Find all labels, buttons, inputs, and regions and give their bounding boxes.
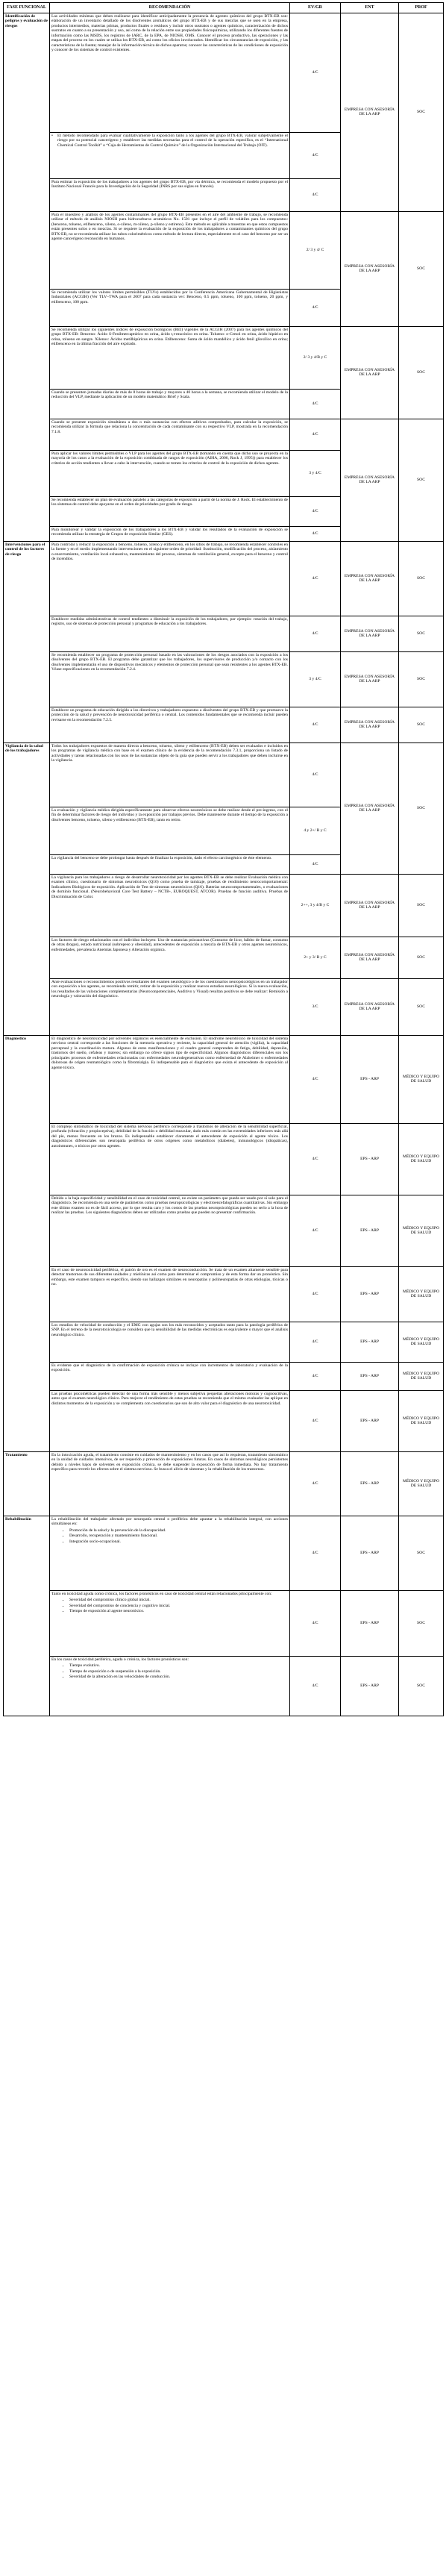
phase-identificacion: Identificación de peligros y evaluación de riesgos bbox=[4, 13, 50, 541]
table-row bbox=[4, 13, 444, 132]
recommendation-text: Para controlar y reducir la exposición a benceno, tolueno, xileno y etilbenceno, en los sitios de trabajo, se recomienda establecer controles en la fuente y en el medio implementando intervenciones en el siguiente orden de prioridad: Sustitución, modificación del proceso, aislamiento o encerramiento, ventilación local exhaustiva, mantenimiento del proceso, sistemas de ventilación general, excepto para el benceno y control de incendios. bbox=[50, 541, 290, 616]
table-row bbox=[4, 978, 444, 1035]
entity-eps-arp: EPS - ARP bbox=[341, 1590, 399, 1656]
evidence-grade: 4/C bbox=[290, 289, 341, 326]
recommendation-text: El complejo sintomático de toxicidad del sistema nervioso periférico corresponde a trastornos de alteración de la sensibilidad superficial, profunda (vibración y propioceptiva), debilidad de la función o debilidad muscular, dado más común en las extremidades inferiores más allá del pie, menos frecuente en los brazos. Es indispensable establecer claramente el antecedente de exposición al agente tóxico. Los diagnósticos diferenciales son neuropatía periférica de otros orígenes como metabólicos (diabetes), inmunológicos (idiopáticas), autoinmunes, o tóxicos por otros agentes. bbox=[50, 1123, 290, 1195]
evidence-grade: 4/C bbox=[290, 496, 341, 526]
prof-medico: MÉDICO Y EQUIPO DE SALUD bbox=[399, 1451, 444, 1516]
evidence-grade: 4/C bbox=[290, 1451, 341, 1516]
entity-empresa-arp: EMPRESA CON ASESORÍA DE LA ARP bbox=[341, 419, 399, 541]
prof-medico: MÉDICO Y EQUIPO DE SALUD bbox=[399, 1266, 444, 1322]
entity-empresa-arp: EMPRESA CON ASESORÍA DE LA ARP bbox=[341, 211, 399, 326]
prof-soc: SOC bbox=[399, 874, 444, 937]
prof-soc: SOC bbox=[399, 211, 444, 326]
entity-empresa-arp: EMPRESA CON ASESORÍA DE LA ARP bbox=[341, 978, 399, 1035]
entity-eps-arp: EPS - ARP bbox=[341, 1123, 399, 1195]
header-recomendacion: RECOMENDACIÓN bbox=[50, 3, 290, 13]
recommendation-text: • El método recomendado para evaluar cualitativamente la exposición tanto a los agentes del grupo BTX-EB, valorar subjetivamente el riesgo por su potencial cancerígeno y establecer las medidas necesarias para el control de la operación específica, es el “International Chemical Control Toolkit” o “Caja de Herramientas de Control Químico” de la Organización Internacional del Trabajo (OIT). bbox=[50, 132, 290, 178]
recommendation-text: Para monitorear y validar la exposición de los trabajadores a los BTX-EB y validar los resultados de la evaluación de exposición se recomienda utilizar la estrategia de Grupos de exposición Similar (GES). bbox=[50, 526, 290, 541]
recommendation-text: Cuando se presenten jornadas diarias de más de 8 horas de trabajo y mayores a 40 horas a la semana, se recomienda utilizar el modelo de la reducción del VLP, mediante la aplicación de un modelo matemático Brief y Scala. bbox=[50, 389, 290, 419]
list-item: • Tiempo de exposición al agente neurotóxico. bbox=[69, 1609, 288, 1613]
list-item: • Integración socio-ocupacional. bbox=[69, 1539, 288, 1544]
prof-soc: SOC bbox=[399, 541, 444, 616]
evidence-grade: 4/C bbox=[290, 419, 341, 450]
table-row bbox=[4, 743, 444, 807]
header-fase: FASE FUNCIONAL bbox=[4, 3, 50, 13]
recommendation-text: Debido a la baja especificidad y sensibilidad en el caso de toxicidad central, no existe un parámetro que pueda ser usado por sí solo para el diagnóstico. Se recomienda en una serie de parámetros como pruebas neuropsicológicas y electroencefalográficas cuantitativas. Sin embargo este último examen no es de fácil acceso, por lo que resulta caro y los costos de las pruebas neuropsicológicas pueden no serlo a la hora de realizar las pruebas. Los siguientes diagnósticos deben ser utilizados como pruebas que pueden no presentar confirmación. bbox=[50, 1195, 290, 1266]
recommendation-text: Establecer un programa de educación dirigido a los directivos y trabajadores expuestos a disolventes del grupo BTX-EB y que promueve la protección de la salud y prevención de neurotoxicidad periférica o central. Los contenidos fundamentales que se recomienda incluir pueden revisarse en la recomendación 7.2.5. bbox=[50, 707, 290, 743]
evidence-grade: 4/C bbox=[290, 1123, 341, 1195]
entity-empresa-arp: EMPRESA CON ASESORÍA DE LA ARP bbox=[341, 707, 399, 743]
evidence-grade: 4/C bbox=[290, 707, 341, 743]
table-row bbox=[4, 326, 444, 389]
evidence-grade: 4/C bbox=[290, 1322, 341, 1362]
recommendation-text: Se recomienda establecer un plan de evaluación paralelo a las categorías de exposición a partir de la norma de J. Rock. El establecimiento de los sistemas de control debe apoyarse en el orden de prioridades por grado de riesgo. bbox=[50, 496, 290, 526]
recommendation-text: Las actividades mínimas que deben realizarse para identificar anticipadamente la presencia de agentes químicos del grupo BTX-EB son: elaboración de un inventario detallado de los disolventes aromáticos del grupo BTX-EB y de sus mezclas que se usen en la empresa, productos intermedios, materias primas, productos finales o residuos y incluir otros sustratos o agentes químicos, caracterización de dichos sustratos en cuanto a su presentación y uso, así como de la relación entre sus propiedades fisicoquímicas, utilizando los diferentes fuentes de información como las MSDS, los registros de IARC, de la EPA, de NIOSH, OMS. Conocer el proceso productivo, las operaciones y las etapas del proceso en los cuales se utiliza los BTX-EB, así como los oficios involucrados. Identificar los circunstancias de exposición, y las características de la fuente; manejar de la información técnica de dichos aparatos; conocer las características de las condiciones de exposición y conocer de los sistemas de control existentes. bbox=[50, 13, 290, 132]
evidence-grade: 4 y 2+/ B y C bbox=[290, 807, 341, 854]
table-row bbox=[4, 937, 444, 978]
evidence-grade: 4/C bbox=[290, 13, 341, 132]
table-row bbox=[4, 651, 444, 707]
recommendation-text: Para el muestreo y análisis de los agentes contaminantes del grupo BTX-EB presentes en el aire del ambiente de trabajo, se recomienda utilizar el método de análisis NIOSH para hidrocarburos aromáticos No. 1501 que incluye el perfil de volátiles para los compuestos: (benceno, tolueno, etilbenceno, xileno, o-xileno, m-xileno, p-xileno y estireno). Este método es aplicable a muestras en que estos compuestos están presentes solos o en mezclas. Si se requiere la evaluación de la exposición de los trabajadores a contaminantes químicos del grupo BTX-EB, no se recomienda utilizar los tubos colorimétricos como método de lectura directa, especialmente en el caso del benceno por ser un agente cancerígeno reconocido en humanos. bbox=[50, 211, 290, 289]
entity-empresa-arp: EMPRESA CON ASESORÍA DE LA ARP bbox=[341, 326, 399, 419]
phase-diagnostico: Diagnóstico bbox=[4, 1035, 50, 1451]
table-row bbox=[4, 1362, 444, 1390]
recommendation-text: Para estimar la exposición de los trabajadores a los agentes del grupo BTX-EB, por vía dérmica, se recomienda el modelo propuesto por el Instituto Nacional Francés para la Investigación de la Seguridad (INRS por sus siglas en francés). bbox=[50, 178, 290, 211]
evidence-grade: 4/C bbox=[290, 1590, 341, 1656]
entity-empresa-arp: EMPRESA CON ASESORÍA DE LA ARP bbox=[341, 937, 399, 978]
prof-soc: SOC bbox=[399, 419, 444, 541]
evidence-grade: 4/C bbox=[290, 132, 341, 178]
evidence-grade: 2+ y 3/ B y C bbox=[290, 937, 341, 978]
prof-soc: SOC bbox=[399, 616, 444, 651]
entity-eps-arp: EPS - ARP bbox=[341, 1035, 399, 1123]
recommendation-text: Los estudios de velocidad de conducción y el EMG con agujas son los más reconocidos y aceptados tanto para la patología periférica de SNP. En el terreno de la neurotoxicología se considera que la sensibilidad de las medidas electrónicas es equivalente o mayor que el análisis neurológico clínico. bbox=[50, 1322, 290, 1362]
entity-eps-arp: EPS - ARP bbox=[341, 1195, 399, 1266]
recommendation-text: Cuando se presente exposición simultánea a dos o más sustancias con efectos aditivos comprobados, para calcular la exposición, se recomienda utilizar la fórmula que relaciona la concentración de cada contaminante con su respectivo VLP, mostrada en la recomendación 7.1.8. bbox=[50, 419, 290, 450]
entity-eps-arp: EPS - ARP bbox=[341, 1451, 399, 1516]
table-row bbox=[4, 1656, 444, 1716]
evidence-grade: 4/C bbox=[290, 1266, 341, 1322]
prof-soc: SOC bbox=[399, 1516, 444, 1590]
evidence-grade: 4/C bbox=[290, 1035, 341, 1123]
evidence-grade: 4/C bbox=[290, 1362, 341, 1390]
table-row bbox=[4, 211, 444, 289]
table-row bbox=[4, 874, 444, 937]
recommendation-text: Todos los trabajadores expuestos de manera directa a benceno, tolueno, xileno y etilbenceno (BTX-EB) deben ser evaluados e incluidos en los programas de vigilancia médica con base en el examen clínico de la evidencia de la recomendación 7.3.1, proporciona un listado de actividades y tareas relacionadas con los usos de las sustancias objeto de la guía que pueden servir a los trabajadores que deben incluirse en la vigilancia. bbox=[50, 743, 290, 807]
evidence-grade: 2/ 3 y 4/B y C bbox=[290, 326, 341, 389]
table-row bbox=[4, 1266, 444, 1322]
recommendation-text: Se recomienda establecer un programa de protección personal basado en las valoraciones de los riesgos asociados con la exposición a los disolventes del grupo BTX-EB. El programa debe garantizar que los trabajadores, los supervisores de producción y/o contacto con los disolventes implementarán el uso de dispositivos mecánicos y elementos de protección personal que sean resistentes a los agentes BTX-EB. Véase especificaciones en la recomendación 7.2.4. bbox=[50, 651, 290, 707]
recommendation-text: Establecer medidas administrativas de control tendientes a disminuir la exposición de los trabajadores, por ejemplo: rotación del trabajo, registro, uso de sistemas de protección personal y programas de educación a los trabajadores. bbox=[50, 616, 290, 651]
evidence-grade: 4/C bbox=[290, 854, 341, 874]
evidence-grade: 4/C bbox=[290, 178, 341, 211]
prof-soc: SOC bbox=[399, 743, 444, 874]
table-row bbox=[4, 1322, 444, 1362]
evidence-grade: 4/C bbox=[290, 389, 341, 419]
header-evgr: EV/GR bbox=[290, 3, 341, 13]
table-row bbox=[4, 1195, 444, 1266]
evidence-grade: 4/C bbox=[290, 526, 341, 541]
evidence-grade: 4/C bbox=[290, 743, 341, 807]
entity-empresa-arp: EMPRESA CON ASESORÍA DE LA ARP bbox=[341, 874, 399, 937]
prof-soc: SOC bbox=[399, 326, 444, 419]
recommendation-text: Los factores de riesgo relacionados con el individuo incluyen: Uso de sustancias psicoactivas (Consumo de licor, hábito de fumar, consumo de otras drogas), estado nutricional (sobrepeso y obesidad), antecedentes de exposición a mezcla de BTX-EB y otros agentes neurotóxicos, enfermedades, prevalencia Anemias Japonesa y Alteración orgánica. bbox=[50, 937, 290, 978]
recommendation-text: La vigilancia para los trabajadores a riesgo de desarrollar neurotoxicidad por los agentes BTX-EB se debe realizar Evaluación médica con examen clínico, cuestionario de síntomas neurotóxicos (Q16) como prueba de tamizaje, pruebas de rendimiento neurocomportamental: Indicadores Biológicos de exposición. Aplicación de Test de síntomas neurotóxicos (Q16). Baterías neurocomportamentales, o evaluaciones de dominio funcional. (Neurobehavioral Core Test Battery – NCTB-, EUROQUEST, ATCOR). Pruebas de función auditiva. Pruebas de Discriminación de Color. bbox=[50, 874, 290, 937]
prof-medico: MÉDICO Y EQUIPO DE SALUD bbox=[399, 1390, 444, 1451]
recommendation-text: El diagnóstico de neurotoxicidad por solventes orgánicos es esencialmente de exclusión. El síndrome neurotóxico de toxicidad del sistema nervioso central corresponde a las funciones de la memoria operativa y reciente, la capacidad general de atención (vigilia), la capacidad perceptual y la coordinación motora. Algunos de estos manifestaciones y el cuadro general comprenden de fatiga, debilidad, depresión, trastornos del sueño, cefaleas y mareos; sin embargo no ofrece signos tipo de especificidad. Algunos diagnósticos diferenciales son los principales procesos de enfermedades relacionadas con enfermedades neurodegenerativas como enfermedad de Alzheimer o enfermedades dolorosas de origen reumatológico como la fibromialgia. Es indispensable para el diagnóstico que exista el antecedente de exposición al agente tóxico. bbox=[50, 1035, 290, 1123]
prof-medico: MÉDICO Y EQUIPO DE SALUD bbox=[399, 1322, 444, 1362]
prof-soc: SOC bbox=[399, 13, 444, 211]
table-row bbox=[4, 707, 444, 743]
evidence-grade: 4/C bbox=[290, 1516, 341, 1590]
phase-intervenciones: Intervenciones para el control de los factores de riesgo bbox=[4, 541, 50, 743]
entity-eps-arp: EPS - ARP bbox=[341, 1266, 399, 1322]
list-item: • Tiempo de exposición o de suspensión a la exposición. bbox=[69, 1669, 288, 1674]
recommendation-text: En los casos de toxicidad periférica, aguda o crónica, los factores pronósticos son: • Tiempo evolutivo. • Tiempo de exposición o de suspensión a la exposición. • Severidad de la alteración en las velocidades de conducción. bbox=[50, 1656, 290, 1716]
evidence-grade: 3/C bbox=[290, 978, 341, 1035]
evidence-grade: 4/C bbox=[290, 1195, 341, 1266]
entity-empresa-arp: EMPRESA CON ASESORÍA DE LA ARP bbox=[341, 541, 399, 616]
recommendation-text: La vigilancia del benceno se debe prolongar hasta después de finalizar la exposición, dado el efecto carcinogénico de éste elemento. bbox=[50, 854, 290, 874]
evidence-grade: 4/C bbox=[290, 1656, 341, 1716]
table-row bbox=[4, 616, 444, 651]
header-ent: ENT bbox=[341, 3, 399, 13]
recommendations-table bbox=[3, 2, 444, 1716]
recommendation-text: En el caso de neurotoxicidad periférica, el patrón de oro es el examen de neuroconducción. Se trata de un examen altamente sensible para detectar trastornos de sus diferentes unidades y mielínicas así como para determinar el compromiso y de esta forma dar un pronóstico. Sin embargo, este examen tampoco es específico, siendo sus hallazgos similares en neuropatías y polineuropatías de otras etiologías, tóxicas o no. bbox=[50, 1266, 290, 1322]
evidence-grade: 2/ 3 y 4/ C bbox=[290, 211, 341, 289]
evidence-grade: 4/C bbox=[290, 541, 341, 616]
list-item: • Desarrollo, recuperación y mantenimiento funcional. bbox=[69, 1534, 288, 1538]
prof-medico: MÉDICO Y EQUIPO DE SALUD bbox=[399, 1123, 444, 1195]
recommendation-text: Las pruebas psicométricas pueden detectar de una forma más sensible y menos subjetiva pequeñas alteraciones motoras y cognoscitivas, antes que el examen neurológico clínico. Para mejorar el rendimiento de estas pruebas se recomienda que el mismo evaluador las aplique en distintos momentos de la exposición y se complementa con cuestionarios que son de alto valor para el diagnóstico de una neurotoxicidad. bbox=[50, 1390, 290, 1451]
entity-eps-arp: EPS - ARP bbox=[341, 1656, 399, 1716]
entity-empresa-arp: EMPRESA CON ASESORÍA DE LA ARP bbox=[341, 13, 399, 211]
phase-tratamiento: Tratamiento bbox=[4, 1451, 50, 1516]
table-row bbox=[4, 419, 444, 450]
recommendation-text: La rehabilitación del trabajador afectado por neuropatía central o periférica debe apuntar a la rehabilitación integral, con acciones simultáneas en: • Promoción de la salud y la prevención de la discapacidad. • Desarrollo, recuperación y mantenimiento funcional. • Integración socio-ocupacional. bbox=[50, 1516, 290, 1590]
entity-empresa-arp: EMPRESA CON ASESORÍA DE LA ARP bbox=[341, 651, 399, 707]
prof-soc: SOC bbox=[399, 1656, 444, 1716]
recommendation-text: Se recomienda utilizar los siguientes índices de exposición biológicos (BEI) vigentes de la ACGIH (2007) para los agentes químicos del grupo BTX-EB: Benceno: Ácido S-Fenilmercaptúrico en orina, ácido t,t-mucónico en orina. Tolueno: o-Cresol en orina, ácido hipúrico en orina, tolueno en sangre. Xilenos: Ácidos metilhipúricos en orina. Etilbenceno: Suma de ácido mandélico y ácido fenil glioxílico en orina; etilbenceno en la última fracción del aire expirado. bbox=[50, 326, 290, 389]
prof-medico: MÉDICO Y EQUIPO DE SALUD bbox=[399, 1362, 444, 1390]
evidence-grade: 4/C bbox=[290, 1390, 341, 1451]
prof-soc: SOC bbox=[399, 651, 444, 707]
recommendation-text: Para aplicar los valores límites permisibles o VLP para los agentes del grupo BTX-EB (tomando en cuenta que dicho uso se proyecta en la mayoría de los casos a la evaluación de la exposición combinada de rangos de exposición (AIHA, 2006, Rock J, 1995)) para establecer los criterios de acción tendientes a llevar a cabo la intervención, cuando se tomen los criterios de control de la exposición de dichos agentes. bbox=[50, 450, 290, 496]
table-row bbox=[4, 1390, 444, 1451]
entity-eps-arp: EPS - ARP bbox=[341, 1390, 399, 1451]
list-item: • Promoción de la salud y la prevención de la discapacidad. bbox=[69, 1528, 288, 1533]
table-row bbox=[4, 1451, 444, 1516]
recommendation-text: Ante evaluaciones o reconocimientos positivos resultantes del examen neurológico o de los cuestionarios neuropsicológicos en un trabajador con exposición a los agentes, se recomienda remitir, retirar de la exposición y realizar nuevos estudios neurológicos. Si la nueva evaluación, los resultados de las valoraciones complementarias (Neuroconpotenciales, Auditivo y Visual) resultan positivos se debe realizar: Remisión a neurología y valoración del diagnóstico. bbox=[50, 978, 290, 1035]
table-row bbox=[4, 1123, 444, 1195]
recommendation-text: Tanto en toxicidad aguda como crónica, los factores pronósticos en caso de toxicidad central están relacionados principalmente con: • Severidad del compromiso clínico global inicial. • Severidad del compromiso de conciencia y cognitivo inicial. • Tiempo de exposición al agente neurotóxico. bbox=[50, 1590, 290, 1656]
list-item: • Severidad de la alteración en las velocidades de conducción. bbox=[69, 1675, 288, 1679]
evidence-grade: 4/C bbox=[290, 616, 341, 651]
prof-soc: SOC bbox=[399, 978, 444, 1035]
table-header-row bbox=[4, 3, 444, 13]
prof-soc: SOC bbox=[399, 707, 444, 743]
list-item: • Tiempo evolutivo. bbox=[69, 1663, 288, 1668]
header-prof: PROF bbox=[399, 3, 444, 13]
recommendation-text: Es evidente que el diagnóstico de la confirmación de exposición crónica se incluye con incrementos de laboratorio y evaluación de la exposición. bbox=[50, 1362, 290, 1390]
list-item: • Severidad del compromiso de conciencia y cognitivo inicial. bbox=[69, 1604, 288, 1608]
evidence-grade: 2++, 3 y 4/B y C bbox=[290, 874, 341, 937]
prof-soc: SOC bbox=[399, 1590, 444, 1656]
entity-eps-arp: EPS - ARP bbox=[341, 1362, 399, 1390]
table-row bbox=[4, 1516, 444, 1590]
prof-soc: SOC bbox=[399, 937, 444, 978]
entity-eps-arp: EPS - ARP bbox=[341, 1322, 399, 1362]
entity-empresa-arp: EMPRESA CON ASESORÍA DE LA ARP bbox=[341, 616, 399, 651]
entity-eps-arp: EPS - ARP bbox=[341, 1516, 399, 1590]
recommendation-text: Se recomienda utilizar los valores límites permisibles (TLVs) establecidos por la Conferencia Americana Gubernamental de Higienistas Industriales (ACGIH) (Ver TLV–TWA para el 2007 para cada sustancia ver: Benceno, 0.5 ppm, tolueno, 100 ppm, tolueno, 20 ppm, y etilbenceno, 100 ppm. bbox=[50, 289, 290, 326]
evidence-grade: 3 y 4/C bbox=[290, 450, 341, 496]
table-row bbox=[4, 541, 444, 616]
recommendation-text: La evaluación y vigilancia médica dirigida específicamente para observar efectos neurotóxicos se debe realizar desde el pre-ingreso, con el fin de determinar factores de riesgo del individuo y la exposición por trabajos previos. Debe mantenerse durante el tiempo de la exposición a disolventes benceno, tolueno, xileno y etilbenceno (BTX-EB), tanto en retiro. bbox=[50, 807, 290, 854]
prof-medico: MÉDICO Y EQUIPO DE SALUD bbox=[399, 1195, 444, 1266]
table-row bbox=[4, 1590, 444, 1656]
table-row bbox=[4, 1035, 444, 1123]
prof-medico: MÉDICO Y EQUIPO DE SALUD bbox=[399, 1035, 444, 1123]
list-item: • Severidad del compromiso clínico global inicial. bbox=[69, 1598, 288, 1602]
evidence-grade: 3 y 4/C bbox=[290, 651, 341, 707]
entity-empresa-arp: EMPRESA CON ASESORÍA DE LA ARP bbox=[341, 743, 399, 874]
phase-rehabilitacion: Rehabilitación bbox=[4, 1516, 50, 1716]
phase-vigilancia: Vigilancia de la salud de los trabajadores bbox=[4, 743, 50, 1035]
recommendation-text: En la intoxicación aguda, el tratamiento consiste en cuidados de mantenimiento y en los casos que así lo requieran, tratamiento sintomático en la unidad de cuidados intensivos, de ser requerido y prevención de exposiciones futuras. En casos de síntomas neurológicos persistentes debido a niveles bajos de solventes en exposición crónica, se debe suspender la exposición de forma inmediata. No hay tratamiento específico para revertir los efectos sobre el sistema nervioso. Se busca el alivio de síntomas y la rehabilitación de los trastornos. bbox=[50, 1451, 290, 1516]
